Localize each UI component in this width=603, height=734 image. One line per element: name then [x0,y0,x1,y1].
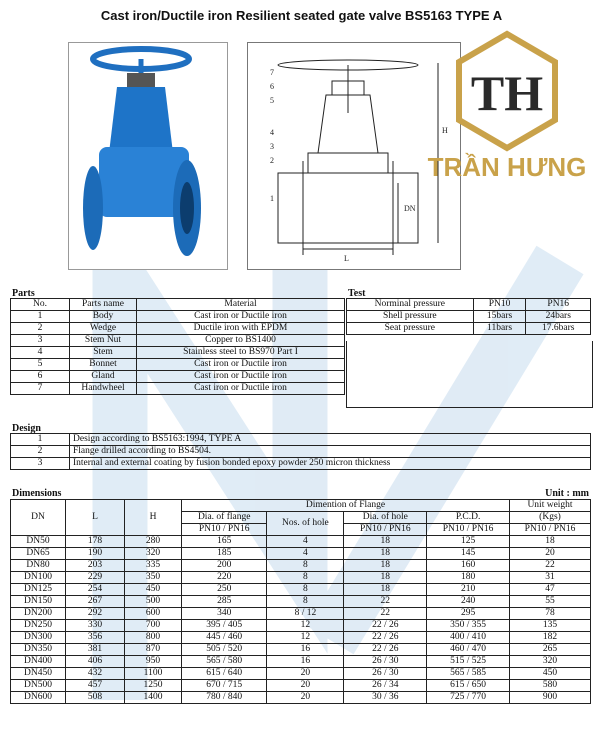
table-cell: 254 [66,584,125,596]
table-cell: 900 [510,692,591,704]
parts-heading: Parts [12,288,35,299]
dim-pn-pcd: PN10 / PN16 [427,524,510,536]
table-cell: 432 [66,668,125,680]
table-cell: 26 / 34 [344,680,427,692]
dim-header-l: L [66,500,125,536]
table-row: Norminal pressure PN10 PN16 [347,299,591,311]
table-cell: DN300 [11,632,66,644]
table-cell: 400 / 410 [427,632,510,644]
table-cell: 20 [267,692,344,704]
table-cell: 145 [427,548,510,560]
table-cell: 20 [510,548,591,560]
table-cell: 1100 [125,668,182,680]
table-cell: 725 / 770 [427,692,510,704]
table-cell: 16 [267,656,344,668]
table-cell: 670 / 715 [182,680,267,692]
table-cell: 950 [125,656,182,668]
table-row: 2 Wedge Ductile iron with EPDM [11,323,345,335]
table-cell: 250 [182,584,267,596]
dim-header-flange: Dimention of Flange [182,500,510,512]
test-table [346,298,591,335]
table-row [11,572,591,584]
label-l: L [344,254,349,263]
test-heading: Test [348,288,366,299]
dim-sub-dia-flange: Dia. of flange [182,512,267,524]
table-row: Seat pressure 11bars 17.6bars [347,323,591,335]
table-cell: 381 [66,644,125,656]
parts-header-name: Parts name [70,299,137,311]
table-cell: 8 [267,560,344,572]
table-cell: 580 [510,680,591,692]
table-row: 1 Body Cast iron or Ductile iron [11,311,345,323]
test-table-filler [346,341,593,408]
table-cell: DN600 [11,692,66,704]
table-cell: DN400 [11,656,66,668]
table-cell: 500 [125,596,182,608]
table-cell: DN350 [11,644,66,656]
table-cell: 55 [510,596,591,608]
table-cell: 445 / 460 [182,632,267,644]
table-cell: 12 [267,632,344,644]
table-cell: 180 [427,572,510,584]
dim-pn-flange: PN10 / PN16 [182,524,267,536]
label-5: 5 [270,96,274,105]
dim-header-h: H [125,500,182,536]
table-row [11,656,591,668]
dim-pn-hole: PN10 / PN16 [344,524,427,536]
label-4: 4 [270,128,274,137]
table-cell: 31 [510,572,591,584]
table-cell: DN80 [11,560,66,572]
table-cell: 285 [182,596,267,608]
table-row: 3 Stem Nut Copper to BS1400 [11,335,345,347]
design-heading: Design [12,423,41,434]
table-cell: DN200 [11,608,66,620]
table-cell: 47 [510,584,591,596]
table-cell: 18 [344,584,427,596]
dim-pn-weight: PN10 / PN16 [510,524,591,536]
table-cell: 330 [66,620,125,632]
dim-sub-nos-hole: Nos. of hole [267,512,344,536]
table-row: 1 Design according to BS5163:1994, TYPE A [11,434,591,446]
table-cell: DN250 [11,620,66,632]
table-row: 3 Internal and external coating by fusion bonded epoxy powder 250 micron thickness [11,458,591,470]
table-row [11,548,591,560]
table-cell: 20 [267,668,344,680]
label-1: 1 [270,194,274,203]
table-cell: 615 / 640 [182,668,267,680]
table-cell: 4 [267,548,344,560]
brand-logo [415,30,600,200]
table-cell: 18 [344,536,427,548]
parts-table [10,298,345,395]
logo-text: TRẦN HƯNG [427,152,587,182]
dimensions-unit: Unit : mm [545,488,589,499]
table-cell: DN150 [11,596,66,608]
parts-header-material: Material [137,299,345,311]
table-cell: DN125 [11,584,66,596]
table-cell: 460 / 470 [427,644,510,656]
table-cell: 165 [182,536,267,548]
table-row: 6 Gland Cast iron or Ductile iron [11,371,345,383]
table-cell: DN500 [11,680,66,692]
table-cell: 800 [125,632,182,644]
table-cell: 870 [125,644,182,656]
dim-header-weight: Unit weight [510,500,591,512]
table-cell: 229 [66,572,125,584]
label-2: 2 [270,156,274,165]
table-cell: 22 [510,560,591,572]
table-cell: 320 [125,548,182,560]
table-row [11,620,591,632]
table-cell: 203 [66,560,125,572]
dimensions-heading: Dimensions [12,488,62,499]
table-cell: DN450 [11,668,66,680]
table-row [11,632,591,644]
table-cell: 1250 [125,680,182,692]
dim-sub-dia-hole: Dia. of hole [344,512,427,524]
table-row: 7 Handwheel Cast iron or Ductile iron [11,383,345,395]
table-row [11,596,591,608]
table-cell: 78 [510,608,591,620]
table-cell: 340 [182,608,267,620]
table-cell: 135 [510,620,591,632]
label-7: 7 [270,68,274,77]
table-row: 2 Flange drilled according to BS4504. [11,446,591,458]
dim-weight-unit: (Kgs) [510,512,591,524]
table-row [11,560,591,572]
table-cell: DN65 [11,548,66,560]
table-cell: 267 [66,596,125,608]
table-cell: 565 / 580 [182,656,267,668]
table-cell: 780 / 840 [182,692,267,704]
table-cell: 615 / 650 [427,680,510,692]
dimensions-table [10,499,591,704]
table-cell: 600 [125,608,182,620]
dim-sub-pcd: P.C.D. [427,512,510,524]
parts-header-no: No. [11,299,70,311]
label-h: H [442,126,448,135]
dim-header-dn: DN [11,500,66,536]
table-cell: 505 / 520 [182,644,267,656]
table-cell: 22 / 26 [344,644,427,656]
table-cell: 22 [344,596,427,608]
table-cell: 280 [125,536,182,548]
table-cell: 515 / 525 [427,656,510,668]
table-row [11,608,591,620]
table-row [11,644,591,656]
table-cell: 240 [427,596,510,608]
table-cell: 395 / 405 [182,620,267,632]
table-cell: 200 [182,560,267,572]
table-cell: 26 / 30 [344,656,427,668]
table-cell: 18 [344,548,427,560]
table-cell: 8 [267,572,344,584]
table-cell: 220 [182,572,267,584]
table-cell: 178 [66,536,125,548]
label-6: 6 [270,82,274,91]
table-cell: 12 [267,620,344,632]
table-cell: 22 / 26 [344,632,427,644]
table-cell: 508 [66,692,125,704]
table-cell: 335 [125,560,182,572]
table-cell: 160 [427,560,510,572]
table-row [11,584,591,596]
table-cell: 350 / 355 [427,620,510,632]
table-cell: 182 [510,632,591,644]
table-row: 5 Bonnet Cast iron or Ductile iron [11,359,345,371]
table-cell: 295 [427,608,510,620]
table-cell: 190 [66,548,125,560]
table-cell: 8 / 12 [267,608,344,620]
table-row: Shell pressure 15bars 24bars [347,311,591,323]
table-cell: 320 [510,656,591,668]
table-row [11,680,591,692]
label-3: 3 [270,142,274,151]
table-cell: 8 [267,584,344,596]
table-cell: 22 / 26 [344,620,427,632]
table-cell: 350 [125,572,182,584]
table-cell: 1400 [125,692,182,704]
table-cell: 210 [427,584,510,596]
table-row [11,536,591,548]
table-cell: 26 / 30 [344,668,427,680]
logo-monogram: TH [470,65,544,121]
table-cell: 565 / 585 [427,668,510,680]
table-cell: 265 [510,644,591,656]
table-cell: DN100 [11,572,66,584]
table-cell: 125 [427,536,510,548]
table-cell: 450 [510,668,591,680]
table-cell: 406 [66,656,125,668]
table-cell: 700 [125,620,182,632]
table-row [11,668,591,680]
table-cell: 18 [344,572,427,584]
table-cell: 18 [344,560,427,572]
label-dn: DN [404,204,416,213]
table-cell: 292 [66,608,125,620]
table-cell: DN50 [11,536,66,548]
table-cell: 457 [66,680,125,692]
valve-photo [68,42,228,270]
table-cell: 356 [66,632,125,644]
table-cell: 22 [344,608,427,620]
table-cell: 30 / 36 [344,692,427,704]
table-cell: 450 [125,584,182,596]
table-cell: 18 [510,536,591,548]
table-row [11,692,591,704]
table-row: 4 Stem Stainless steel to BS970 Part I [11,347,345,359]
table-cell: 185 [182,548,267,560]
table-cell: 20 [267,680,344,692]
table-cell: 16 [267,644,344,656]
table-cell: 8 [267,596,344,608]
page-title: Cast iron/Ductile iron Resilient seated gate valve BS5163 TYPE A [100,8,503,23]
table-cell: 4 [267,536,344,548]
design-table [10,433,591,470]
